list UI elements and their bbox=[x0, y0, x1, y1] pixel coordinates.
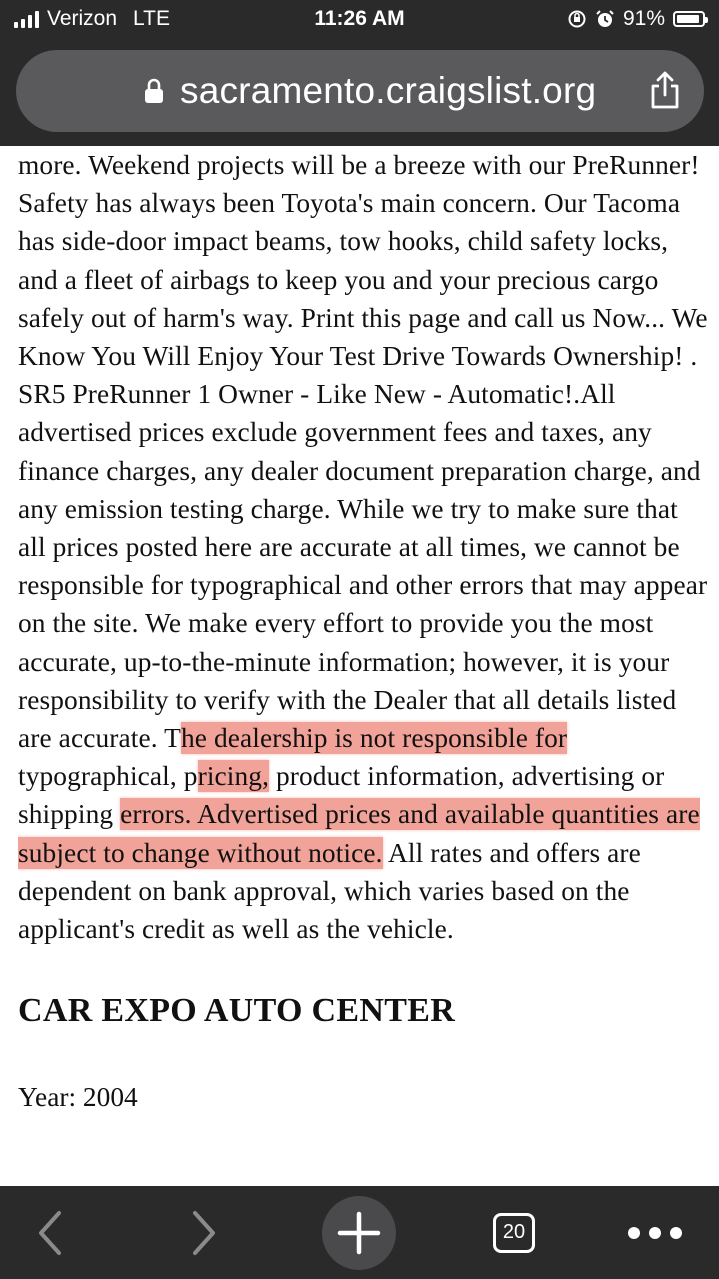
url-text[interactable]: sacramento.craigslist.org bbox=[180, 70, 597, 111]
highlighted-text: ricing, bbox=[197, 761, 270, 792]
clock: 11:26 AM bbox=[314, 7, 405, 30]
back-button[interactable] bbox=[20, 1186, 80, 1279]
battery-percent: 91% bbox=[622, 7, 665, 30]
more-menu-button[interactable] bbox=[620, 1186, 690, 1279]
description-text: All rates and offers are dependent on bank approval, which varies based on the applicant's credit as well as the vehicle. bbox=[18, 837, 641, 945]
browser-toolbar bbox=[0, 1186, 719, 1279]
more-dot-icon bbox=[628, 1227, 640, 1239]
plus-icon bbox=[337, 1211, 381, 1255]
section-heading: CAR EXPO AUTO CENTER bbox=[18, 992, 456, 1030]
carrier-label: Verizon bbox=[47, 7, 118, 30]
description-text: product information, advertising or shipping bbox=[18, 761, 665, 830]
description-text: typographical, p bbox=[18, 761, 198, 792]
listing-body bbox=[18, 146, 708, 1186]
attribute-year: Year: 2004 bbox=[18, 1082, 138, 1113]
battery-icon bbox=[673, 11, 705, 27]
more-dot-icon bbox=[649, 1227, 661, 1239]
network-label: LTE bbox=[133, 7, 171, 30]
status-right-group bbox=[567, 7, 705, 31]
tab-switcher-button[interactable] bbox=[489, 1186, 539, 1279]
more-dot-icon bbox=[670, 1227, 682, 1239]
orientation-lock-icon bbox=[567, 9, 587, 29]
status-bar bbox=[0, 0, 719, 40]
listing-description bbox=[18, 146, 708, 948]
new-tab-button[interactable] bbox=[322, 1186, 396, 1279]
address-bar[interactable] bbox=[16, 50, 704, 132]
browser-top-chrome bbox=[0, 0, 719, 146]
highlighted-text: errors. Advertised prices and available quantities are subject to change without notice. bbox=[18, 799, 700, 868]
tab-count: 20 bbox=[493, 1213, 535, 1253]
chevron-left-icon bbox=[35, 1210, 65, 1256]
share-icon[interactable] bbox=[648, 70, 682, 110]
lock-icon bbox=[144, 78, 164, 104]
description-text: more. Weekend projects will be a breeze with our PreRunner! Safety has always been Toyota's main concern. Our Tacoma has side-door impact beams, tow hooks, child safety locks, and a fleet of airbags to keep you and your precious cargo safely out of harm's way. Print this page and call us Now... We Know You Will Enjoy Your Test Drive Towards Ownership! . SR5 PreRunner 1 Owner - Like New - Automatic!.All advertised prices exclude government fees and taxes, any finance charges, any dealer document preparation charge, and any emission testing charge. While we try to make sure that all prices posted here are accurate at all times, we cannot be responsible for typographical and other errors that may appear on the site. We make every effort to provide you the most accurate, up-to-the-minute information; however, it is your responsibility to verify with the Dealer that all details listed are accurate. T bbox=[18, 150, 708, 754]
chevron-right-icon bbox=[189, 1210, 219, 1256]
alarm-icon bbox=[595, 9, 615, 29]
highlighted-text: he dealership is not responsible for bbox=[180, 723, 568, 754]
new-tab-circle bbox=[322, 1196, 396, 1270]
forward-button[interactable] bbox=[174, 1186, 234, 1279]
